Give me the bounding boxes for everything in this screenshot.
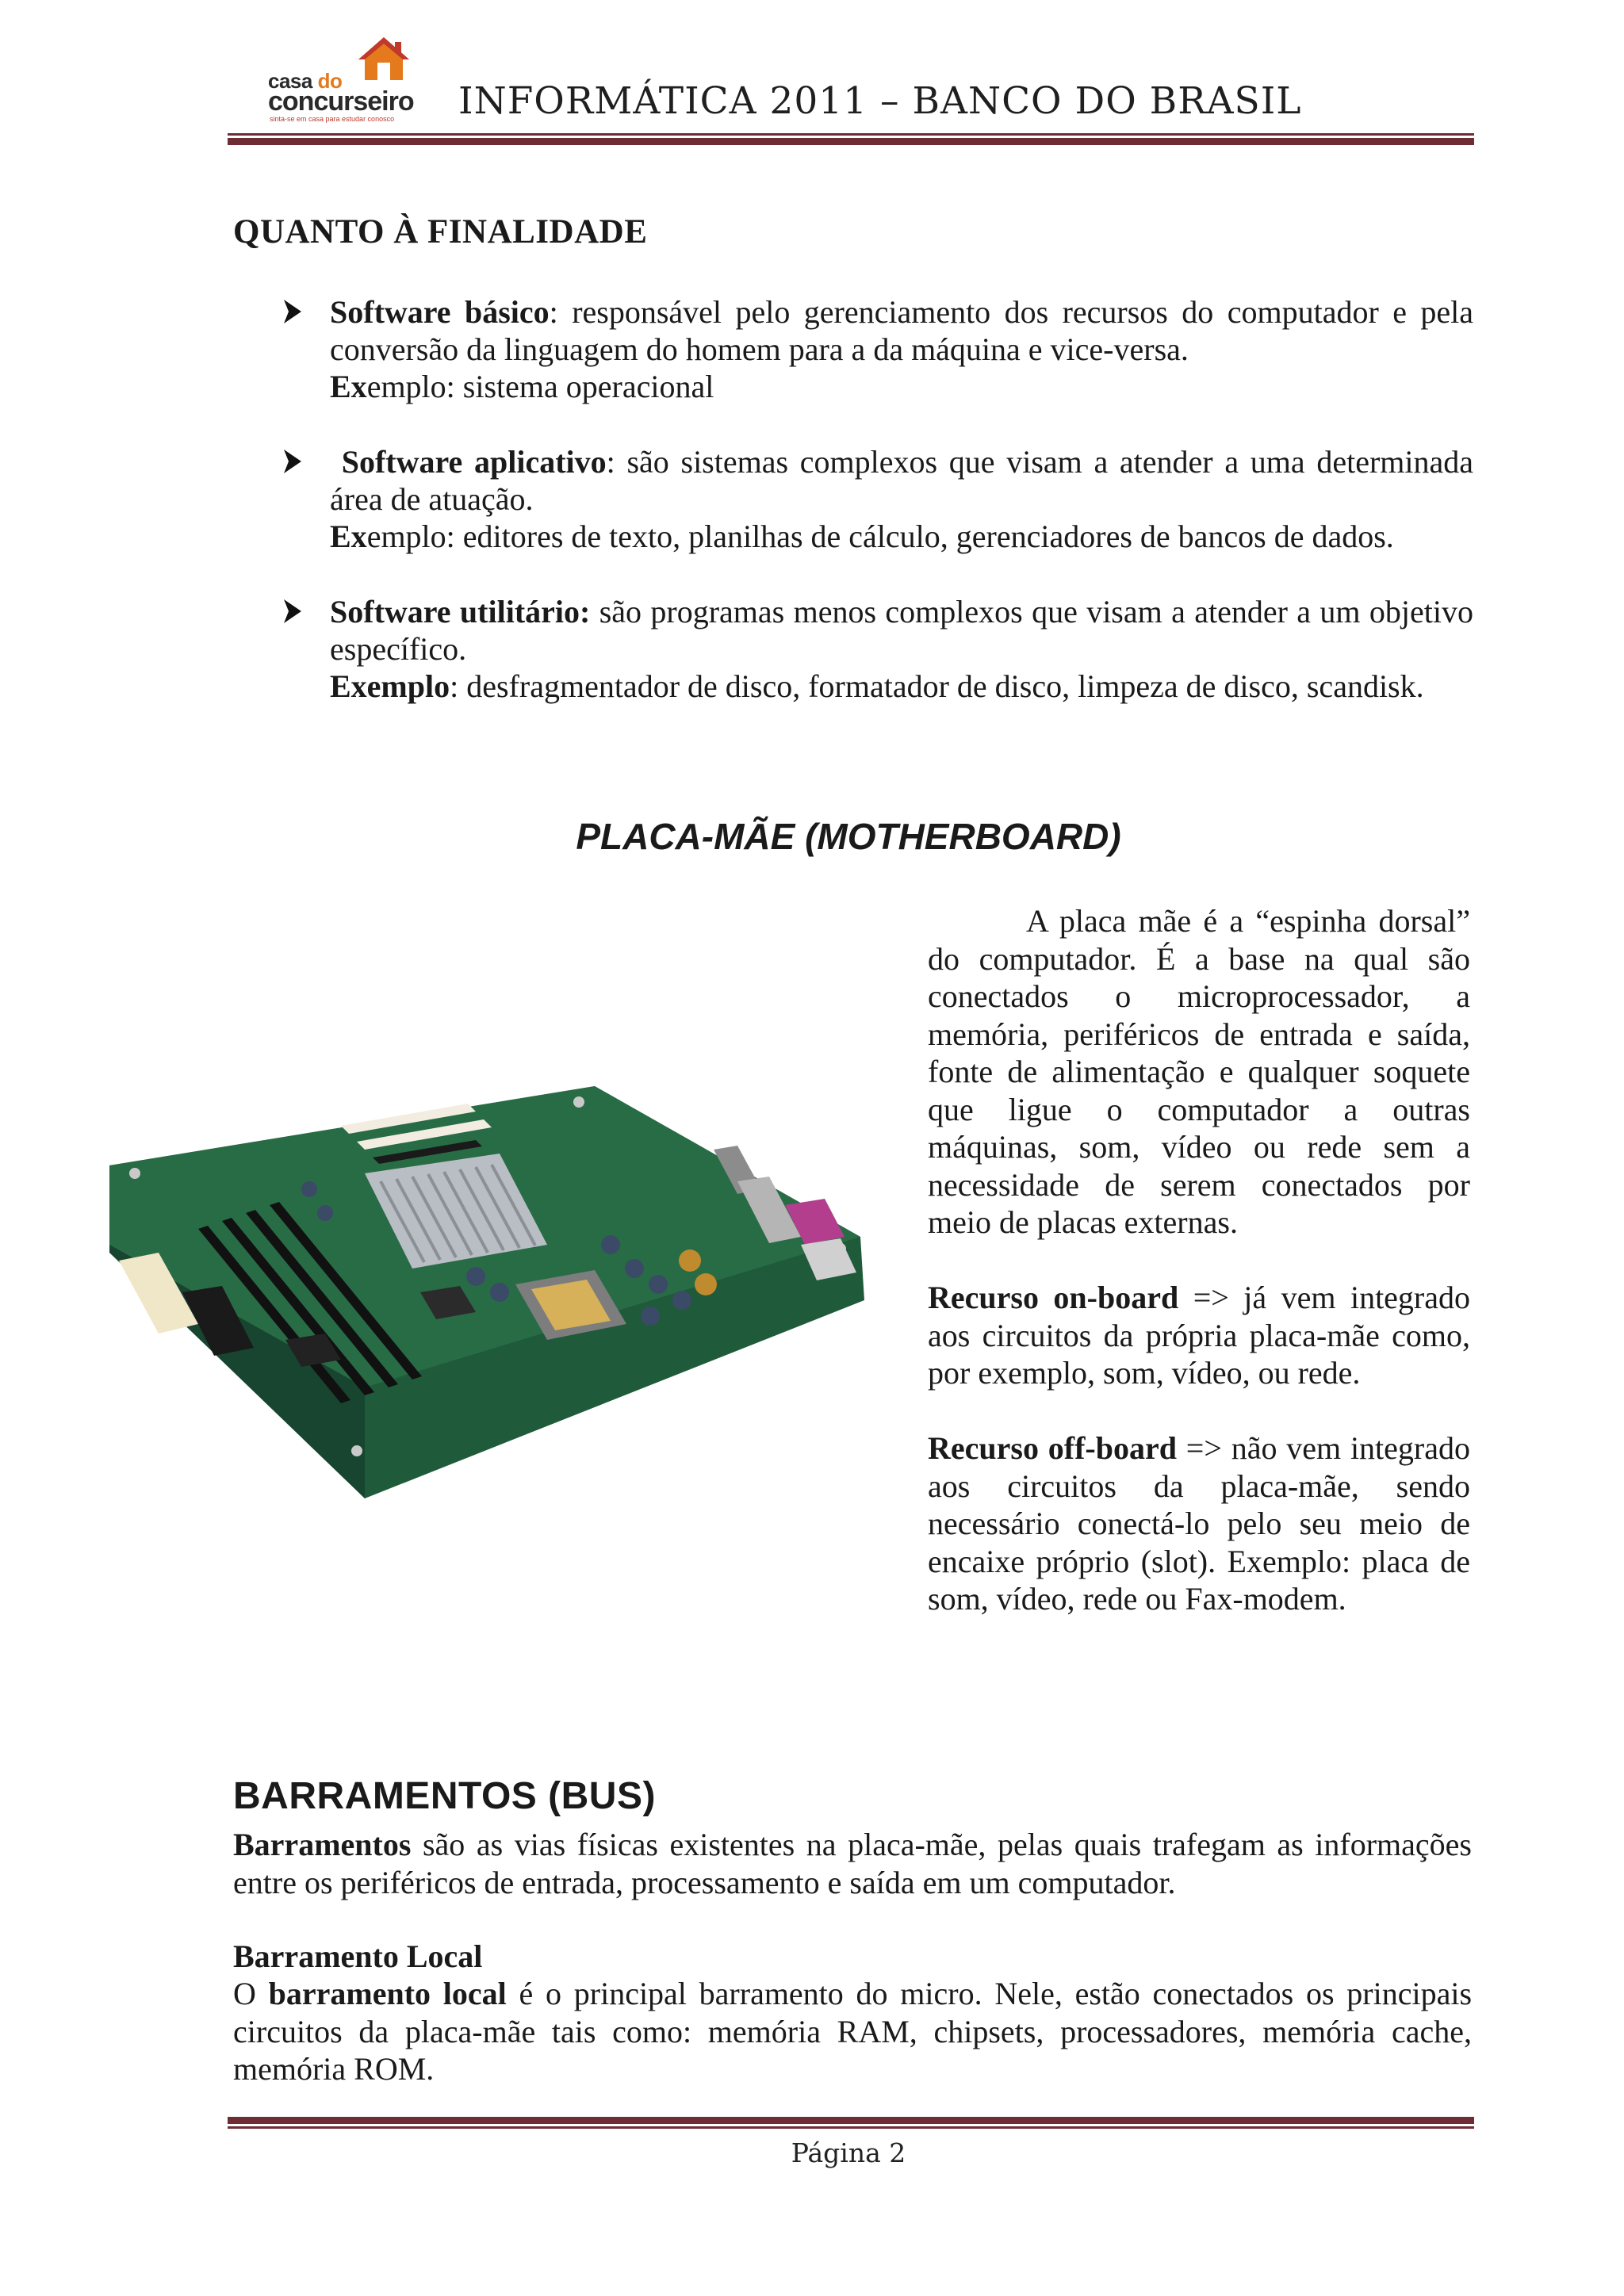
recurso-off-board-paragraph bbox=[928, 1429, 1470, 1618]
desc-software-basico: : responsável pelo gerenciamento dos recursos do computador e pela conversão da linguagem do homem para a da máquina e vice-versa. bbox=[330, 294, 1473, 367]
header-title: INFORMÁTICA 2011 – BANCO DO BRASIL bbox=[458, 79, 1302, 123]
list-item-software-basico bbox=[284, 293, 1473, 405]
term-software-utilitario: Software utilitário: bbox=[330, 594, 591, 629]
placa-mae-text-column bbox=[928, 902, 1470, 1618]
term-software-basico: Software básico bbox=[330, 294, 550, 330]
example-prefix: Exemplo bbox=[330, 668, 450, 704]
casa-do-concurseiro-logo bbox=[268, 36, 414, 123]
subheading-barramento-local: Barramento Local bbox=[233, 1938, 483, 1974]
arrowhead-bullet-icon bbox=[284, 450, 301, 473]
list-item-software-utilitario bbox=[284, 593, 1473, 705]
barramento-local-paragraph bbox=[233, 1975, 1472, 2088]
term-barramentos: Barramentos bbox=[233, 1827, 412, 1862]
barramento-local-text: é o principal barramento do micro. Nele, estão conectados os principais circuitos da placa-mãe tais como: memória RAM, chipsets, processadores, memória cache, memória ROM. bbox=[233, 1976, 1473, 2087]
placa-mae-intro: A placa mãe é a “espinha dorsal” do computador. É a base na qual são conectados o microprocessador, a memória, periféricos de entrada e saída, fonte de alimentação e qualquer soquete que ligue o computador a outras máquinas, som, vídeo ou rede sem a necessidade de serem conectados por meio de placas externas. bbox=[928, 903, 1470, 1240]
term-software-aplicativo: Software aplicativo bbox=[341, 444, 607, 480]
logo-word-do: do bbox=[317, 69, 343, 93]
footer-rule bbox=[228, 2117, 1474, 2129]
logo-word-concurseiro: concurseiro bbox=[268, 86, 414, 117]
example-prefix: Ex bbox=[330, 369, 367, 404]
list-item-software-aplicativo bbox=[284, 443, 1473, 555]
logo-tagline: sinta-se em casa para estudar conosco bbox=[270, 115, 395, 123]
arrowhead-bullet-icon bbox=[284, 599, 301, 623]
recurso-on-board-paragraph bbox=[928, 1279, 1470, 1392]
recurso-off-board-text: => não vem integrado aos circuitos da placa-mãe, sendo necessário conectá-lo pelo seu meio de encaixe próprio (slot). Exemplo: placa de som, vídeo, rede ou Fax-modem. bbox=[928, 1430, 1471, 1617]
section-heading-barramentos: BARRAMENTOS (BUS) bbox=[233, 1775, 656, 1817]
recurso-on-board-text: => já vem integrado aos circuitos da própria placa-mãe como, por exemplo, som, vídeo, ou rede. bbox=[928, 1280, 1471, 1391]
arrowhead-bullet-icon bbox=[284, 300, 301, 323]
term-recurso-off-board: Recurso off-board bbox=[928, 1430, 1177, 1466]
logo-word-casa: casa bbox=[268, 69, 312, 93]
example-text: emplo: editores de texto, planilhas de cálculo, gerenciadores de bancos de dados. bbox=[366, 519, 1394, 554]
barramentos-intro-text: são as vias físicas existentes na placa-mãe, pelas quais trafegam as informações entre os periféricos de entrada, processamento e saída em um computador. bbox=[233, 1827, 1472, 1900]
term-recurso-on-board: Recurso on-board bbox=[928, 1280, 1179, 1315]
section-heading-placa-mae: PLACA-MÃE (MOTHERBOARD) bbox=[576, 816, 1121, 857]
motherboard-image bbox=[103, 1054, 864, 1498]
house-icon bbox=[357, 36, 411, 82]
header-rule bbox=[228, 133, 1474, 145]
section-heading-finalidade: QUANTO À FINALIDADE bbox=[233, 213, 648, 251]
desc-software-utilitario: são programas menos complexos que visam a atender a um objetivo específico. bbox=[330, 594, 1473, 667]
page-number: Página 2 bbox=[791, 2137, 906, 2168]
example-prefix: Ex bbox=[330, 519, 367, 554]
desc-software-aplicativo: : são sistemas complexos que visam a atender a uma determinada área de atuação. bbox=[330, 444, 1474, 517]
term-barramento-local: barramento local bbox=[268, 1976, 507, 2011]
barramentos-intro bbox=[233, 1826, 1472, 1901]
example-text: : desfragmentador de disco, formatador de disco, limpeza de disco, scandisk. bbox=[450, 668, 1424, 704]
example-text: emplo: sistema operacional bbox=[366, 369, 714, 404]
barramento-local-prefix: O bbox=[233, 1976, 269, 2011]
